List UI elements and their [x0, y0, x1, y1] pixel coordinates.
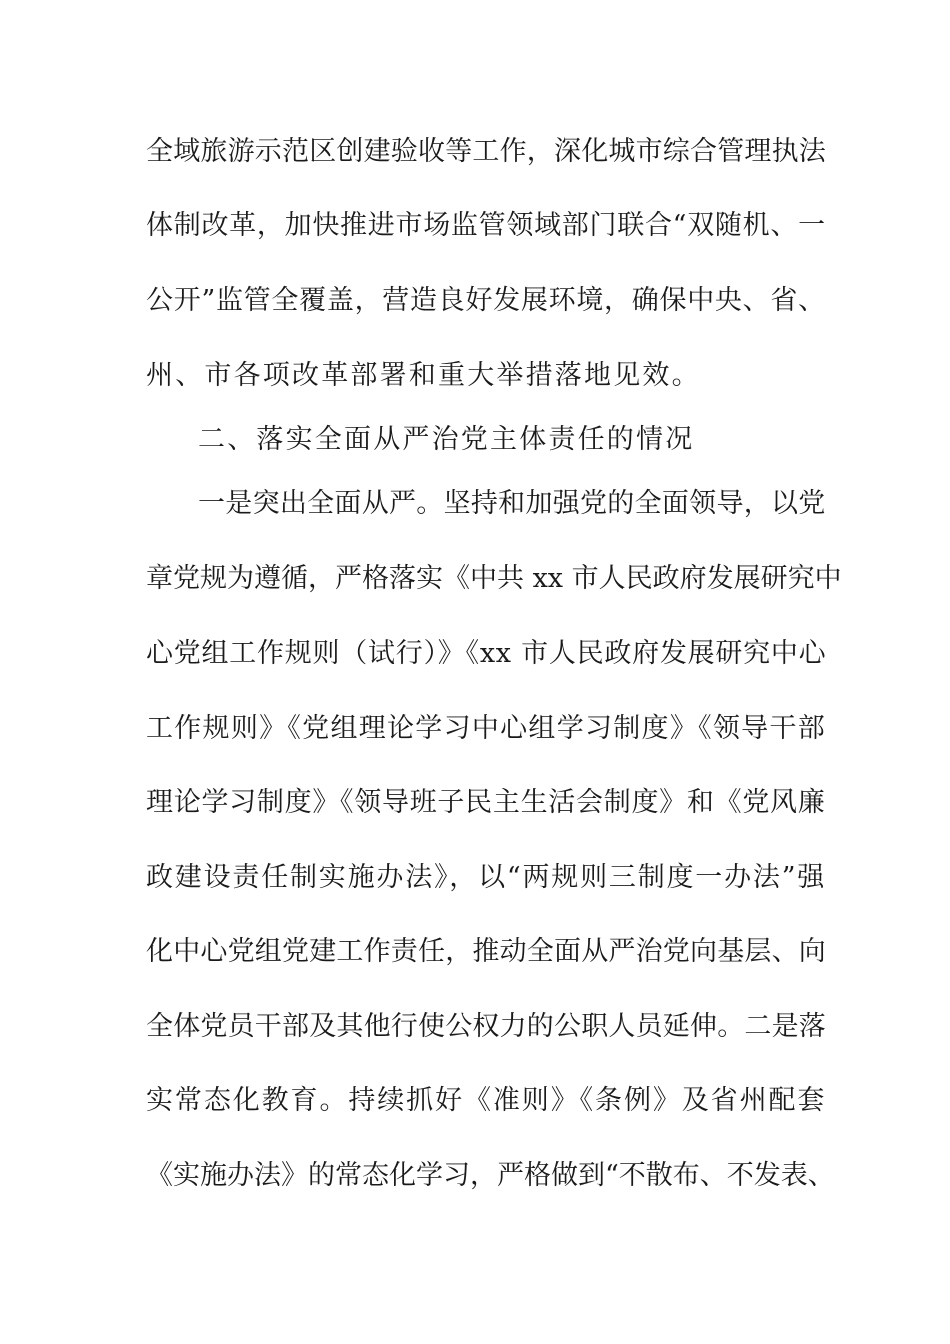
paragraph-line: 全体党员干部及其他行使公权力的公职人员延伸。二是落: [146, 1011, 826, 1042]
paragraph-line: 全域旅游示范区创建验收等工作，深化城市综合管理执法: [146, 136, 826, 167]
paragraph-line: 《实施办法》的常态化学习，严格做到“不散布、不发表、: [146, 1160, 835, 1191]
paragraph-line: 州、市各项改革部署和重大举措落地见效。: [146, 360, 701, 391]
paragraph-line: 章党规为遵循，严格落实《中共 xx 市人民政府发展研究中: [146, 563, 842, 594]
paragraph-line: 政建设责任制实施办法》，以“两规则三制度一办法”强: [146, 862, 827, 893]
paragraph-line: 理论学习制度》《领导班子民主生活会制度》和《党风廉: [146, 787, 826, 818]
paragraph-line: 工作规则》《党组理论学习中心组学习制度》《领导干部: [146, 713, 826, 744]
paragraph-line: 公开”监管全覆盖，营造良好发展环境，确保中央、省、: [146, 285, 826, 316]
paragraph-line: 实常态化教育。持续抓好《准则》《条例》及省州配套: [146, 1085, 827, 1116]
paragraph-line: 化中心党组党建工作责任，推动全面从严治党向基层、向: [146, 936, 826, 967]
section-heading: 二、落实全面从严治党主体责任的情况: [198, 424, 695, 455]
paragraph-line: 心党组工作规则（试行）》《xx 市人民政府发展研究中心: [146, 638, 827, 669]
paragraph-line: 一是突出全面从严。坚持和加强党的全面领导，以党: [198, 488, 826, 519]
paragraph-line: 体制改革，加快推进市场监管领域部门联合“双随机、一: [146, 210, 826, 241]
